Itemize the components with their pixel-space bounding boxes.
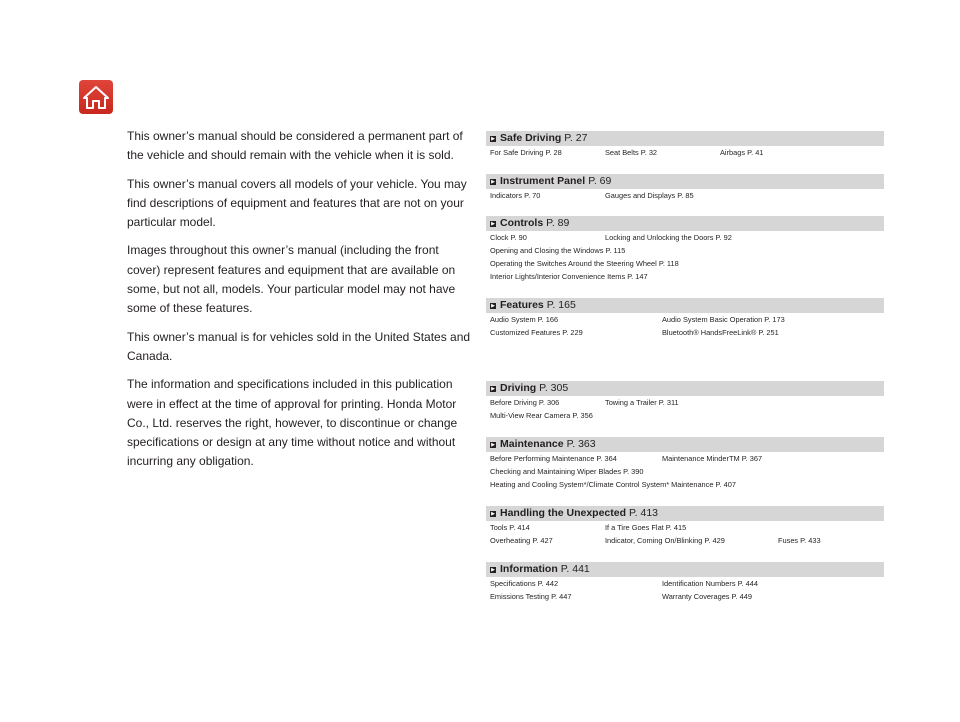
toc-section-title: Controls	[500, 217, 544, 229]
toc-row	[486, 521, 884, 534]
toc-section-page: P. 363	[566, 438, 596, 450]
toc-section-title: Information	[500, 563, 558, 575]
toc-row	[486, 146, 884, 159]
toc-row	[486, 326, 884, 339]
toc-row	[486, 257, 884, 270]
toc-section-driving	[486, 381, 884, 422]
toc-section-page: P. 89	[546, 217, 570, 229]
toc-link[interactable]: Locking and Unlocking the Doors P. 92	[605, 233, 732, 242]
toc-section-title: Features	[500, 299, 544, 311]
toc-row	[486, 231, 884, 244]
toc-link[interactable]: Tools P. 414	[490, 523, 530, 532]
toc-link[interactable]: Fuses P. 433	[778, 536, 821, 545]
toc-link[interactable]: Indicator, Coming On/Blinking P. 429	[605, 536, 725, 545]
toc-section-header[interactable]	[486, 174, 884, 189]
toc-row	[486, 590, 884, 603]
intro-text	[127, 127, 475, 481]
toc-row	[486, 452, 884, 465]
toc-section-page: P. 413	[629, 507, 659, 519]
toc-row	[486, 409, 884, 422]
intro-paragraph-2: This owner’s manual covers all models of your vehicle. You may find descriptions of equipment and features that are not on your particular model.	[127, 176, 467, 230]
toc-section-page: P. 305	[539, 382, 569, 394]
intro-paragraph-1: This owner’s manual should be considered a permanent part of the vehicle and should remain with the vehicle when it is sold.	[127, 129, 463, 163]
link-arrow-icon: ▶	[491, 221, 495, 227]
toc-link[interactable]: Operating the Switches Around the Steering Wheel P. 118	[490, 259, 679, 268]
toc-row	[486, 478, 884, 491]
toc-link[interactable]: Overheating P. 427	[490, 536, 553, 545]
toc-section-page: P. 441	[560, 563, 590, 575]
toc-link[interactable]: Multi-View Rear Camera P. 356	[490, 411, 593, 420]
toc-section-page: P. 27	[564, 132, 588, 144]
intro-paragraph-4: This owner’s manual is for vehicles sold in the United States and Canada.	[127, 329, 471, 363]
link-arrow-icon: ▶	[491, 386, 495, 392]
toc-section-title: Driving	[500, 382, 537, 394]
toc-section-header[interactable]	[486, 381, 884, 396]
toc-link[interactable]: Customized Features P. 229	[490, 328, 583, 337]
toc-link[interactable]: Before Driving P. 306	[490, 398, 560, 407]
toc-link[interactable]: Seat Belts P. 32	[605, 148, 658, 157]
toc-link[interactable]: If a Tire Goes Flat P. 415	[605, 523, 687, 532]
toc-row	[486, 189, 884, 202]
toc-link[interactable]: Towing a Trailer P. 311	[605, 398, 679, 407]
toc-section-title: Instrument Panel	[500, 175, 586, 187]
toc-section-information	[486, 562, 884, 603]
toc-link[interactable]: Warranty Coverages P. 449	[662, 592, 752, 601]
toc-row	[486, 313, 884, 326]
home-button[interactable]	[79, 80, 113, 114]
toc-link[interactable]: Heating and Cooling System*/Climate Control System* Maintenance P. 407	[490, 480, 736, 489]
toc-link[interactable]: Audio System Basic Operation P. 173	[662, 315, 785, 324]
toc-section-header[interactable]	[486, 506, 884, 521]
toc-link[interactable]: Opening and Closing the Windows P. 115	[490, 246, 626, 255]
toc-section-page: P. 69	[588, 175, 612, 187]
toc-section-controls	[486, 216, 884, 283]
toc-section-features	[486, 298, 884, 339]
toc-section-page: P. 165	[546, 299, 576, 311]
toc-section-header[interactable]	[486, 216, 884, 231]
toc-row	[486, 577, 884, 590]
toc-section-safe-driving	[486, 131, 884, 159]
toc-link[interactable]: Checking and Maintaining Wiper Blades P. 390	[490, 467, 644, 476]
toc-link[interactable]: Emissions Testing P. 447	[490, 592, 572, 601]
toc-link[interactable]: Identification Numbers P. 444	[662, 579, 758, 588]
home-icon	[79, 80, 113, 114]
toc-link[interactable]: Bluetooth® HandsFreeLink® P. 251	[662, 328, 779, 337]
link-arrow-icon: ▶	[491, 136, 495, 142]
toc-link[interactable]: Before Performing Maintenance P. 364	[490, 454, 617, 463]
toc-row	[486, 244, 884, 257]
toc-row	[486, 534, 884, 547]
intro-paragraph-5: The information and specifications included in this publication were in effect at the time of approval for printing. Honda Motor Co., Ltd. reserves the right, however, to discontinue or change specifications or design at any time without notice and without incurring any obligation.	[127, 377, 458, 469]
link-arrow-icon: ▶	[491, 179, 495, 185]
toc-link[interactable]: Audio System P. 166	[490, 315, 559, 324]
toc-link[interactable]: Clock P. 90	[490, 233, 527, 242]
toc-link[interactable]: Indicators P. 70	[490, 191, 541, 200]
toc-link[interactable]: Gauges and Displays P. 85	[605, 191, 694, 200]
link-arrow-icon: ▶	[491, 442, 495, 448]
toc-row	[486, 396, 884, 409]
toc-section-title: Safe Driving	[500, 132, 562, 144]
link-arrow-icon: ▶	[491, 567, 495, 573]
link-arrow-icon: ▶	[491, 303, 495, 309]
toc-row	[486, 465, 884, 478]
toc-link[interactable]: Interior Lights/Interior Convenience Items P. 147	[490, 272, 648, 281]
toc-link[interactable]: Maintenance MinderTM P. 367	[662, 454, 763, 463]
toc-section-title: Handling the Unexpected	[500, 507, 627, 519]
toc-section-header[interactable]	[486, 562, 884, 577]
toc-section-instrument-panel	[486, 174, 884, 202]
toc-section-header[interactable]	[486, 131, 884, 146]
toc-section-header[interactable]	[486, 298, 884, 313]
link-arrow-icon: ▶	[491, 511, 495, 517]
toc-section-maintenance	[486, 437, 884, 491]
toc-row	[486, 270, 884, 283]
toc-section-handling-the-unexpected	[486, 506, 884, 547]
toc-section-header[interactable]	[486, 437, 884, 452]
intro-paragraph-3: Images throughout this owner’s manual (including the front cover) represent features and equipment that are available on some, but not all, models. Your particular model may not have some of these features.	[127, 243, 456, 316]
toc-link[interactable]: For Safe Driving P. 28	[490, 148, 562, 157]
toc-link[interactable]: Airbags P. 41	[720, 148, 764, 157]
toc-link[interactable]: Specifications P. 442	[490, 579, 559, 588]
toc-section-title: Maintenance	[500, 438, 564, 450]
